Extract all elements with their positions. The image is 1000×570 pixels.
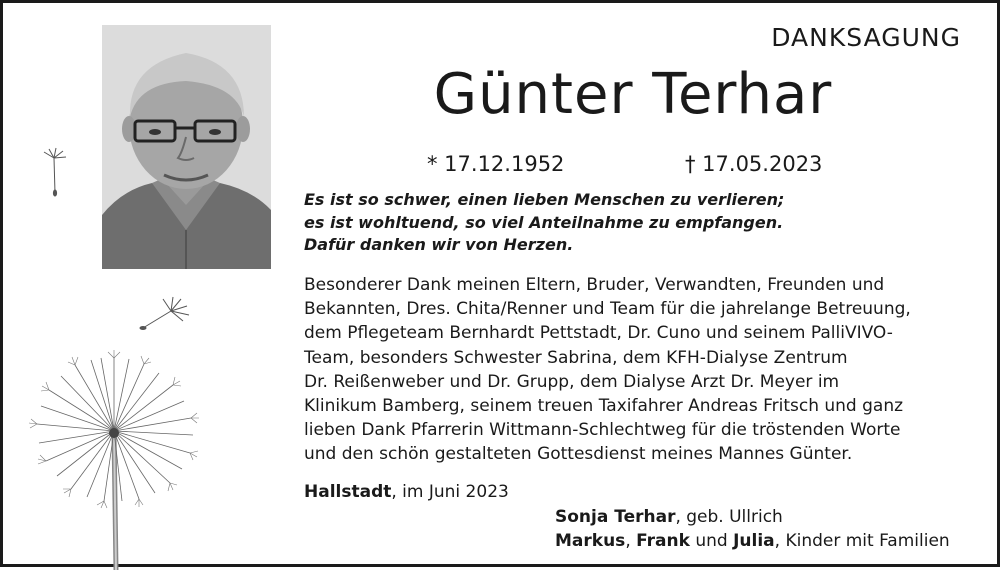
thanks-paragraph — [304, 273, 964, 467]
child-name: Markus — [555, 531, 626, 551]
signature-line-widow — [555, 505, 950, 529]
place-name: Hallstadt — [304, 482, 392, 502]
date-text: , im Juni 2023 — [391, 482, 509, 502]
separator: , — [625, 531, 637, 551]
widow-note: , geb. Ullrich — [675, 507, 783, 527]
child-name: Frank — [636, 531, 690, 551]
body-line: Besonderer Dank meinen Eltern, Bruder, Verwandten, Freunden und — [304, 275, 885, 295]
signature-line-children — [555, 529, 950, 553]
quote-line: Dafür danken wir von Herzen. — [304, 235, 574, 254]
child-name: Julia — [733, 531, 775, 551]
body-line: Dr. Reißenweber und Dr. Grupp, dem Dialyse Arzt Dr. Meyer im — [304, 371, 840, 392]
death-date: † 17.05.2023 — [685, 152, 823, 176]
body-line: Team, besonders Schwester Sabrina, dem KFH-Dialyse Zentrum — [304, 347, 848, 368]
body-line: dem Pflegeteam Bernhardt Pettstadt, Dr. Cuno und seinem PalliVIVO- — [304, 323, 893, 344]
deceased-name: Günter Terhar — [433, 62, 833, 127]
widow-name: Sonja Terhar — [555, 507, 676, 527]
quote-block — [304, 189, 824, 257]
separator: und — [689, 531, 734, 551]
body-line: lieben Dank Pfarrerin Wittmann-Schlechtweg für die tröstenden Worte — [304, 420, 901, 441]
place-and-date — [304, 482, 509, 502]
children-note: , Kinder mit Familien — [774, 531, 950, 551]
body-line: und den schön gestalteten Gottesdienst meines Mannes Günter. — [304, 444, 853, 465]
signature-block — [555, 505, 950, 553]
body-line: Bekannten, Dres. Chita/Renner und Team für die jahrelange Betreuung, — [304, 299, 911, 320]
quote-line: Es ist so schwer, einen lieben Menschen zu verlieren; — [304, 190, 785, 209]
body-line: Klinikum Bamberg, seinem treuen Taxifahrer Andreas Fritsch und ganz — [304, 396, 904, 417]
portrait-photo — [102, 25, 271, 269]
birth-date: * 17.12.1952 — [427, 152, 565, 176]
quote-line: es ist wohltuend, so viel Anteilnahme zu empfangen. — [304, 212, 784, 232]
notice-heading: DANKSAGUNG — [771, 23, 961, 52]
